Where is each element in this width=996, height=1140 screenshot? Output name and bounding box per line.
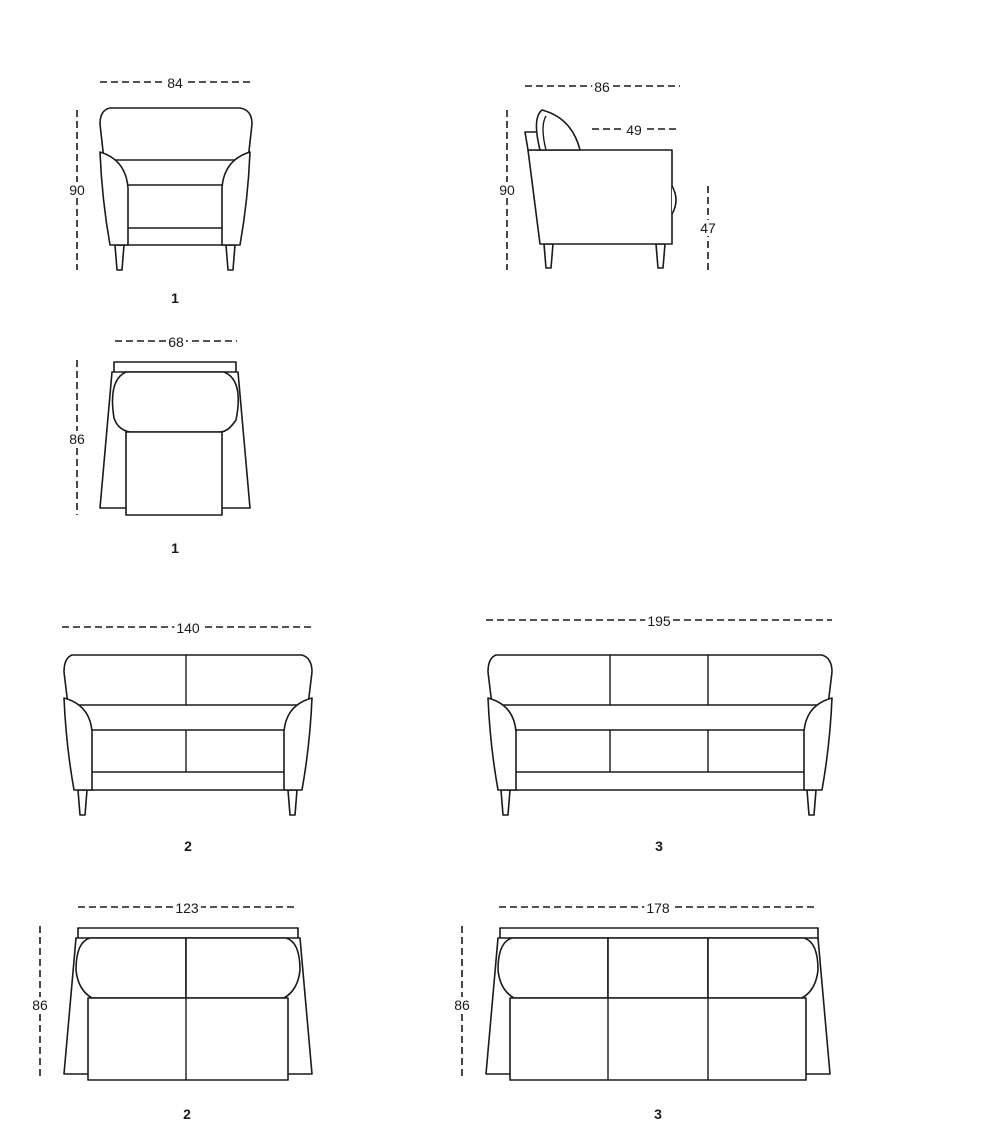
sofa3-front-label: 3 — [655, 838, 663, 854]
sofa2-top-label: 2 — [183, 1106, 191, 1122]
sofa2-top-width: 123 — [175, 900, 199, 916]
sofa2-top-back-cushion-left — [76, 938, 186, 998]
top-seat-cushion — [126, 432, 222, 515]
armchair-side-seat-height: 47 — [700, 220, 716, 236]
seat-base — [118, 185, 234, 245]
armchair-top-label: 1 — [171, 540, 179, 556]
sofa3-right-arm — [804, 698, 832, 790]
sofa3-backrest — [488, 655, 832, 705]
armchair-front-label: 1 — [171, 290, 179, 306]
sofa2-backrest — [64, 655, 312, 705]
sofa3-front-width: 195 — [647, 613, 671, 629]
sofa3-seat-base — [508, 730, 812, 790]
sofa3-top-label: 3 — [654, 1106, 662, 1122]
armchair-side-height: 90 — [499, 182, 515, 198]
sofa2-right-arm — [284, 698, 312, 790]
sofa2-top-seat-cushion — [88, 998, 288, 1080]
sofa2-top-view — [30, 900, 312, 1122]
seat-cushion-edge — [672, 186, 676, 214]
armchair-top-depth: 86 — [69, 431, 85, 447]
sofa3-left-arm — [488, 698, 516, 790]
armchair-side-depth: 86 — [594, 79, 610, 95]
armchair-front-height: 90 — [69, 182, 85, 198]
armchair-front-width: 84 — [167, 75, 183, 91]
armchair-top-view — [67, 334, 250, 556]
right-leg — [226, 245, 235, 270]
sofa2-right-leg — [288, 790, 297, 815]
sofa2-seat-base — [84, 730, 292, 790]
backrest — [100, 108, 252, 160]
armchair-side-view — [497, 79, 718, 270]
sofa2-front-label: 2 — [184, 838, 192, 854]
back-leg — [656, 244, 665, 268]
sofa3-right-leg — [807, 790, 816, 815]
right-arm — [222, 152, 250, 245]
sofa3-top-view — [452, 900, 830, 1122]
side-body — [528, 150, 672, 244]
top-back-cushion — [113, 372, 239, 432]
left-arm — [100, 152, 128, 245]
sofa3-top-depth: 86 — [454, 997, 470, 1013]
sofa3-top-back-cushion-middle — [608, 938, 708, 998]
sofa3-top-seat-cushion — [510, 998, 806, 1080]
sofa3-top-back-cushion-right — [708, 938, 818, 998]
sofa3-top-width: 178 — [646, 900, 670, 916]
sofa2-left-leg — [78, 790, 87, 815]
armchair-side-seat-depth: 49 — [626, 122, 642, 138]
armchair-top-width: 68 — [168, 334, 184, 350]
sofa3-top-back-cushion-left — [498, 938, 608, 998]
left-leg — [115, 245, 124, 270]
sofa2-top-back-cushion-right — [186, 938, 300, 998]
armchair-front-view — [67, 75, 252, 306]
sofa3-left-leg — [501, 790, 510, 815]
sofa2-front-view — [62, 620, 314, 854]
sofa2-front-width: 140 — [176, 620, 200, 636]
sofa2-left-arm — [64, 698, 92, 790]
sofa3-front-view — [486, 613, 832, 854]
sofa2-top-depth: 86 — [32, 997, 48, 1013]
front-leg — [544, 244, 553, 268]
